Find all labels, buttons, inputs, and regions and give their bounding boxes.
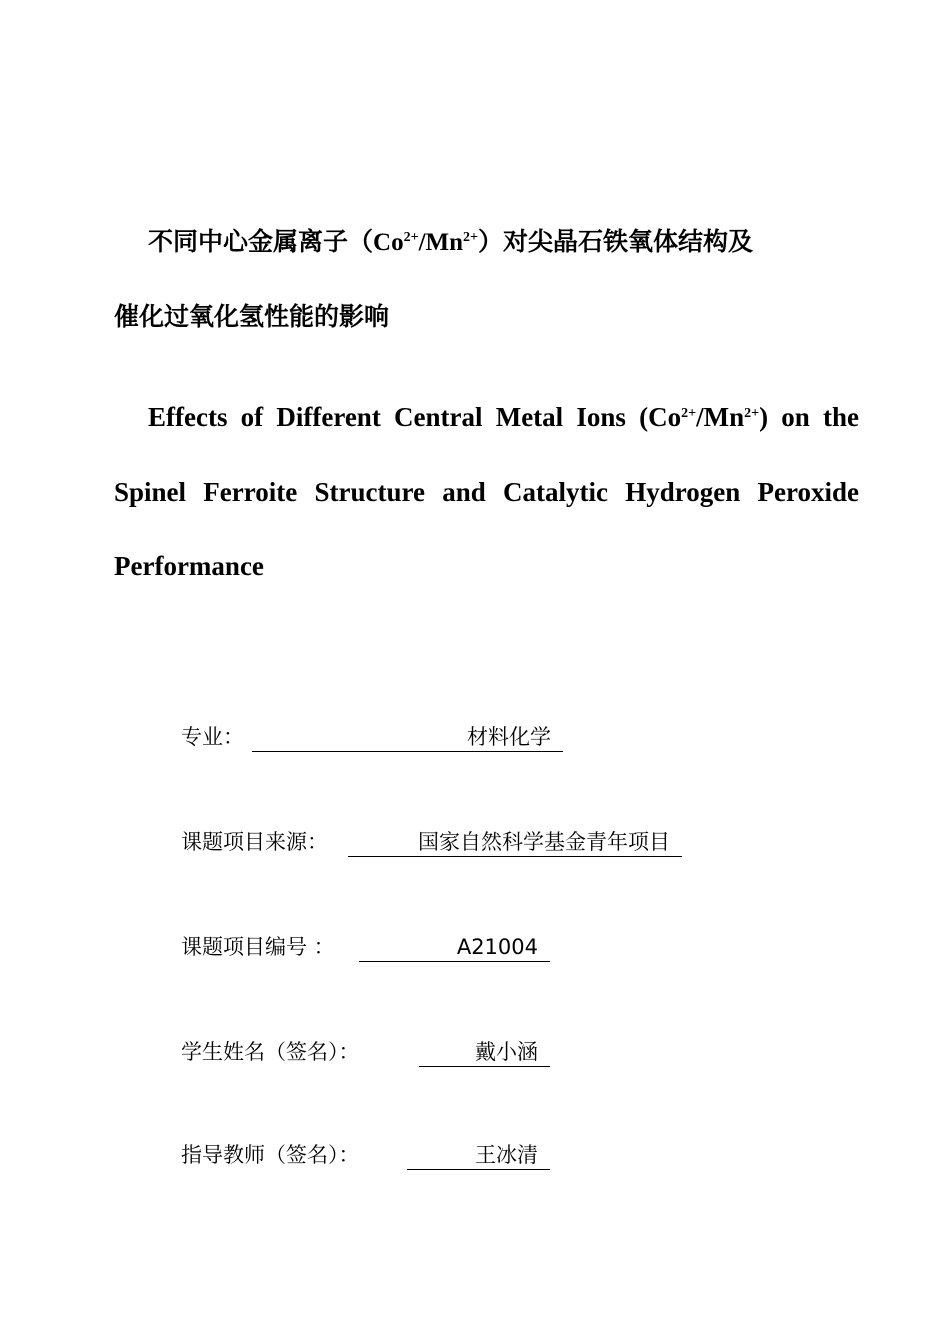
student-name-field (181, 1037, 538, 1067)
english-title-line-3: Performance (114, 551, 264, 581)
english-title-suffix: ) on the (759, 402, 860, 432)
english-title-prefix: Effects of Different Central Metal Ions (Co (148, 402, 682, 432)
english-title-line-2: Spinel Ferroite Structure and Catalytic Hydrogen Peroxide (114, 477, 859, 507)
advisor-name-value: 王冰清 (407, 1140, 550, 1170)
major-value: 材料化学 (252, 722, 563, 752)
chinese-title-line-2: 催化过氧化氢性能的影响 (114, 302, 390, 331)
english-manganese-charge: 2+ (744, 406, 760, 421)
cobalt-charge: 2+ (403, 230, 419, 245)
project-source-value: 国家自然科学基金青年项目 (348, 827, 682, 857)
project-source-label: 课题项目来源： (181, 830, 328, 854)
chinese-title-prefix: 不同中心金属离子（ (148, 227, 374, 256)
student-name-label: 学生姓名（签名）： (181, 1040, 360, 1064)
project-number-field (181, 932, 538, 962)
manganese-symbol: Mn (425, 229, 464, 256)
chinese-title-line-1 (114, 227, 859, 258)
major-field (181, 722, 551, 752)
project-source-field (181, 827, 670, 857)
advisor-name-field (181, 1140, 538, 1170)
english-cobalt-charge: 2+ (681, 406, 697, 421)
chinese-title-suffix: ）对尖晶石铁氧体结构及 (478, 227, 754, 256)
advisor-name-label: 指导教师（签名）： (181, 1143, 360, 1167)
major-label: 专业： (181, 725, 244, 749)
student-name-value: 戴小涵 (419, 1037, 550, 1067)
manganese-charge: 2+ (463, 230, 478, 245)
english-title-line-1 (114, 401, 859, 433)
slash: / (418, 229, 426, 256)
cobalt-symbol: Co (373, 229, 404, 256)
english-title-middle: /Mn (696, 402, 745, 432)
project-number-value: A21004 (359, 932, 550, 962)
project-number-label: 课题项目编号 ： (181, 935, 335, 959)
